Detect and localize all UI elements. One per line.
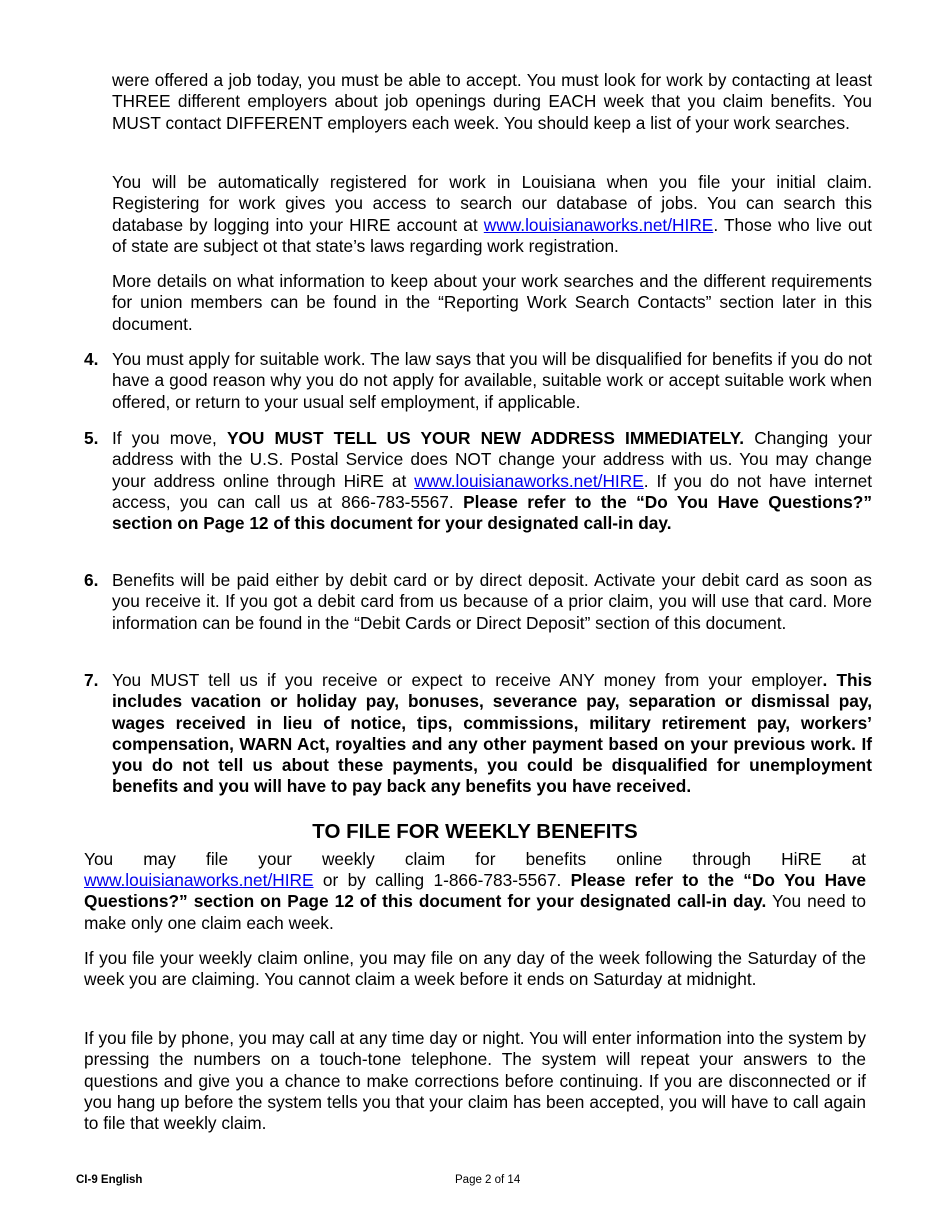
list-item-6-text: Benefits will be paid either by debit card or by direct deposit. Activate your debit card as soon as you receive it. If you got a debit card from us because of a prior claim, you will use that card. More information can be found in the “Debit Cards or Direct Deposit” section of this document. [112, 570, 872, 633]
section-paragraph-2: If you file your weekly claim online, you may file on any day of the week following the Saturday of the week you are claiming. You cannot claim a week before it ends on Saturday at midnight. [84, 948, 866, 990]
list-item-5-text: If you move, YOU MUST TELL US YOUR NEW ADDRESS IMMEDIATELY. Changing your address with the U.S. Postal Service does NOT change your address with us. You may change your address online through HiRE at www.louisianaworks.net/HIRE. If you do not have internet access, you can call us at 866-783-5567. Please refer to the “Do You Have Questions?” section on Page 12 of this document for your designated call-in day. [112, 428, 872, 534]
section-paragraph-1-line-1: You may file your weekly claim for benefits online through HiRE at [84, 849, 866, 869]
paragraph-registration: You will be automatically registered for work in Louisiana when you file your initial claim. Registering for work gives you access to search our database of jobs. You can search this database by logging into your HIRE account at www.louisianaworks.net/HIRE. Those who live out of state are subject ot that state’s laws regarding work registration. [112, 172, 872, 256]
list-item-7: 7. You MUST tell us if you receive or expect to receive ANY money from your employer. This includes vacation or holiday pay, bonuses, severance pay, separation or dismissal pay, wages received in lieu of notice, tips, commissions, military retirement pay, workers’ compensation, WARN Act, royalties and any other payment based on your previous work. If you do not tell us about these payments, you could be disqualified for unemployment benefits and you will have to pay back any benefits you have received. [84, 670, 872, 797]
list-item-4-text: You must apply for suitable work. The law says that you will be disqualified for benefits if you do not have a good reason why you do not apply for available, suitable work or accept suitable work when offered, or return to your usual self employment, if applicable. [112, 349, 872, 412]
hire-link[interactable]: www.louisianaworks.net/HIRE [84, 870, 314, 890]
section-paragraph-1: www.louisianaworks.net/HIRE or by calling 1-866-783-5567. Please refer to the “Do You Have Questions?” section on Page 12 of this document for your designated call-in day. You need to make only one claim each week. [84, 870, 866, 933]
footer-page-number: Page 2 of 14 [455, 1174, 521, 1186]
footer-form-id: CI-9 English [76, 1174, 143, 1186]
list-item-4: 4. You must apply for suitable work. The law says that you will be disqualified for benefits if you do not have a good reason why you do not apply for available, suitable work or accept suitable work when offered, or return to your usual self employment, if applicable. [84, 349, 872, 412]
paragraph-more-details: More details on what information to keep about your work searches and the different requirements for union members can be found in the “Reporting Work Search Contacts” section later in this document. [112, 271, 872, 334]
list-item-7-text: You MUST tell us if you receive or expect to receive ANY money from your employer. This includes vacation or holiday pay, bonuses, severance pay, separation or dismissal pay, wages received in lieu of notice, tips, commissions, military retirement pay, workers’ compensation, WARN Act, royalties and any other payment based on your previous work. If you do not tell us about these payments, you could be disqualified for unemployment benefits and you will have to pay back any benefits you have received. [112, 670, 872, 797]
list-item-6: 6. Benefits will be paid either by debit card or by direct deposit. Activate your debit card as soon as you receive it. If you got a debit card from us because of a prior claim, you will use that card. More information can be found in the “Debit Cards or Direct Deposit” section of this document. [84, 570, 872, 633]
paragraph-work-search: were offered a job today, you must be able to accept. You must look for work by contacting at least THREE different employers about job openings during EACH week that you claim benefits. You MUST contact DIFFERENT employers each week. You should keep a list of your work searches. [112, 70, 872, 133]
section-paragraph-3: If you file by phone, you may call at any time day or night. You will enter information into the system by pressing the numbers on a touch-tone telephone. The system will repeat your answers to the questions and give you a chance to make corrections before continuing. If you are disconnected or if you hang up before the system tells you that your claim has been accepted, you will have to call again to file that weekly claim. [84, 1028, 866, 1134]
hire-link[interactable]: www.louisianaworks.net/HIRE [414, 470, 644, 491]
section-heading: TO FILE FOR WEEKLY BENEFITS [312, 820, 638, 843]
list-item-5: 5. If you move, YOU MUST TELL US YOUR NEW ADDRESS IMMEDIATELY. Changing your address with the U.S. Postal Service does NOT change your address with us. You may change your address online through HiRE at www.louisianaworks.net/HIRE. If you do not have internet access, you can call us at 866-783-5567. Please refer to the “Do You Have Questions?” section on Page 12 of this document for your designated call-in day. [84, 428, 872, 534]
hire-link[interactable]: www.louisianaworks.net/HIRE [483, 214, 714, 235]
